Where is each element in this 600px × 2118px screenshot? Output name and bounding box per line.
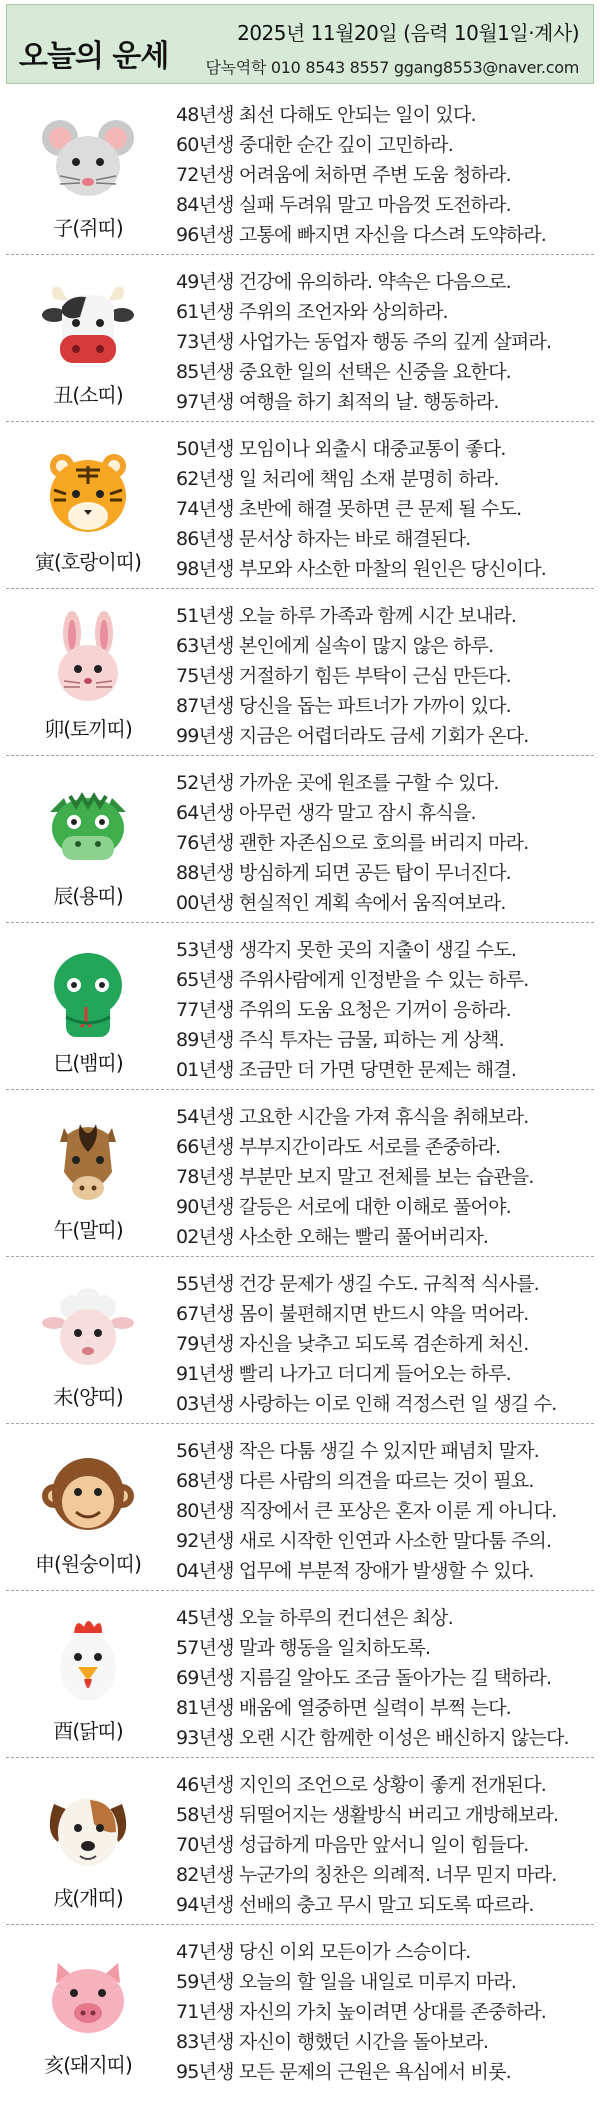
- fortune-line: 99년생 지금은 어렵더라도 금세 기회가 온다.: [176, 725, 529, 747]
- fortune-line: 51년생 오늘 하루 가족과 함께 시간 보내라.: [176, 605, 517, 627]
- rat-icon: [16, 110, 160, 206]
- header-date: 2025년 11월20일 (음력 10월1일·계사): [237, 21, 579, 45]
- fortune-line: 71년생 자신의 가치 높이려면 상대를 존중하라.: [176, 2001, 546, 2023]
- fortune-line: 92년생 새로 시작한 인연과 사소한 말다툼 주의.: [176, 1530, 552, 1552]
- sign-name: 子(쥐띠): [53, 216, 123, 240]
- fortune-line: 70년생 성급하게 마음만 앞서니 일이 힘들다.: [176, 1834, 529, 1856]
- fortune-lines: [176, 935, 528, 1085]
- fortune-line: 65년생 주위사람에게 인정받을 수 있는 하루.: [176, 969, 529, 991]
- fortune-line: 72년생 어려움에 처하면 주변 도움 청하라.: [176, 164, 511, 186]
- fortune-lines: [176, 1102, 534, 1252]
- fortune-lines: [176, 1937, 546, 2087]
- fortune-line: 03년생 사랑하는 이로 인해 걱정스런 일 생길 수.: [176, 1393, 557, 1415]
- fortune-line: 46년생 지인의 조언으로 상황이 좋게 전개된다.: [176, 1774, 546, 1796]
- fortune-line: 91년생 빨리 나가고 더디게 들어오는 하루.: [176, 1363, 511, 1385]
- rooster-icon: [16, 1613, 160, 1709]
- fortune-line: 55년생 건강 문제가 생길 수도. 규칙적 식사를.: [176, 1273, 539, 1295]
- fortune-list: [6, 88, 594, 2092]
- fortune-line: 81년생 배움에 열중하면 실력이 부쩍 는다.: [176, 1697, 511, 1719]
- fortune-line: 61년생 주위의 조언자와 상의하라.: [176, 301, 448, 323]
- rabbit-icon: [16, 611, 160, 707]
- fortune-line: 75년생 거절하기 힘든 부탁이 근심 만든다.: [176, 665, 511, 687]
- sign-row-rooster: [6, 1591, 594, 1758]
- fortune-lines: [176, 1603, 569, 1753]
- fortune-line: 90년생 갈등은 서로에 대한 이해로 풀어야.: [176, 1196, 511, 1218]
- monkey-icon: [16, 1446, 160, 1542]
- fortune-line: 69년생 지름길 알아도 조금 돌아가는 길 택하라.: [176, 1667, 552, 1689]
- sign-row-horse: [6, 1090, 594, 1257]
- fortune-line: 54년생 고요한 시간을 가져 휴식을 취해보라.: [176, 1106, 529, 1128]
- fortune-line: 53년생 생각지 못한 곳의 지출이 생길 수도.: [176, 939, 517, 961]
- dog-icon: [16, 1780, 160, 1876]
- fortune-line: 62년생 일 처리에 책임 소재 분명히 하라.: [176, 468, 499, 490]
- sign-row-monkey: [6, 1424, 594, 1591]
- sign-name: 酉(닭띠): [53, 1719, 123, 1743]
- sign-name: 卯(토끼띠): [44, 717, 132, 741]
- fortune-lines: [176, 1770, 558, 1920]
- sign-name: 戌(개띠): [53, 1886, 123, 1910]
- fortune-line: 47년생 당신 이외 모든이가 스승이다.: [176, 1941, 471, 1963]
- fortune-line: 52년생 가까운 곳에 원조를 구할 수 있다.: [176, 772, 499, 794]
- sign-name: 辰(용띠): [53, 884, 123, 908]
- fortune-lines: [176, 768, 528, 918]
- sign-row-rat: [6, 88, 594, 255]
- sign-row-ox: [6, 255, 594, 422]
- fortune-line: 49년생 건강에 유의하라. 약속은 다음으로.: [176, 271, 511, 293]
- fortune-line: 93년생 오랜 시간 함께한 이성은 배신하지 않는다.: [176, 1727, 569, 1749]
- sign-row-sheep: [6, 1257, 594, 1424]
- header-contact: 담녹역학 010 8543 8557 ggang8553@naver.com: [205, 58, 579, 77]
- fortune-line: 67년생 몸이 불편해지면 반드시 약을 먹어라.: [176, 1303, 529, 1325]
- fortune-line: 59년생 오늘의 할 일을 내일로 미루지 마라.: [176, 1971, 517, 1993]
- fortune-line: 64년생 아무런 생각 말고 잠시 휴식을.: [176, 802, 476, 824]
- fortune-line: 95년생 모든 문제의 근원은 욕심에서 비롯.: [176, 2061, 511, 2083]
- fortune-line: 66년생 부부지간이라도 서로를 존중하라.: [176, 1136, 501, 1158]
- fortune-line: 83년생 자신이 행했던 시간을 돌아보라.: [176, 2031, 489, 2053]
- fortune-lines: [176, 100, 546, 250]
- fortune-lines: [176, 1436, 556, 1586]
- fortune-line: 74년생 초반에 해결 못하면 큰 문제 될 수도.: [176, 498, 522, 520]
- page-title: 오늘의 운세: [19, 39, 169, 74]
- fortune-line: 02년생 사소한 오해는 빨리 풀어버리자.: [176, 1226, 489, 1248]
- fortune-lines: [176, 1269, 556, 1419]
- sign-name: 巳(뱀띠): [53, 1051, 123, 1075]
- fortune-line: 73년생 사업가는 동업자 행동 주의 깊게 살펴라.: [176, 331, 552, 353]
- fortune-line: 50년생 모임이나 외출시 대중교통이 좋다.: [176, 438, 506, 460]
- fortune-line: 63년생 본인에게 실속이 많지 않은 하루.: [176, 635, 494, 657]
- fortune-line: 76년생 괜한 자존심으로 호의를 버리지 마라.: [176, 832, 529, 854]
- fortune-line: 82년생 누군가의 칭찬은 의례적. 너무 믿지 마라.: [176, 1864, 557, 1886]
- fortune-lines: [176, 434, 546, 584]
- horse-icon: [16, 1112, 160, 1208]
- fortune-line: 68년생 다른 사람의 의견을 따르는 것이 필요.: [176, 1470, 534, 1492]
- sign-name: 申(원숭이띠): [35, 1552, 141, 1576]
- fortune-line: 78년생 부분만 보지 말고 전체를 보는 습관을.: [176, 1166, 534, 1188]
- fortune-line: 98년생 부모와 사소한 마찰의 원인은 당신이다.: [176, 558, 546, 580]
- fortune-line: 85년생 중요한 일의 선택은 신중을 요한다.: [176, 361, 511, 383]
- fortune-line: 94년생 선배의 충고 무시 말고 되도록 따르라.: [176, 1894, 534, 1916]
- fortune-line: 97년생 여행을 하기 최적의 날. 행동하라.: [176, 391, 499, 413]
- sign-name: 寅(호랑이띠): [35, 550, 141, 574]
- fortune-line: 96년생 고통에 빠지면 자신을 다스려 도약하라.: [176, 224, 546, 246]
- fortune-line: 04년생 업무에 부분적 장애가 발생할 수 있다.: [176, 1560, 534, 1582]
- sign-row-snake: [6, 923, 594, 1090]
- fortune-line: 60년생 중대한 순간 깊이 고민하라.: [176, 134, 453, 156]
- pig-icon: [16, 1947, 160, 2043]
- fortune-line: 86년생 문서상 하자는 바로 해결된다.: [176, 528, 471, 550]
- fortune-line: 88년생 방심하게 되면 공든 탑이 무너진다.: [176, 862, 511, 884]
- fortune-line: 80년생 직장에서 큰 포상은 혼자 이룬 게 아니다.: [176, 1500, 557, 1522]
- snake-icon: [16, 945, 160, 1041]
- sheep-icon: [16, 1279, 160, 1375]
- fortune-line: 89년생 주식 투자는 금물, 피하는 게 상책.: [176, 1029, 504, 1051]
- sign-name: 丑(소띠): [53, 383, 123, 407]
- sign-row-rabbit: [6, 589, 594, 756]
- fortune-line: 57년생 말과 행동을 일치하도록.: [176, 1637, 431, 1659]
- fortune-line: 58년생 뒤떨어지는 생활방식 버리고 개방해보라.: [176, 1804, 559, 1826]
- fortune-line: 56년생 작은 다툼 생길 수 있지만 패념치 말자.: [176, 1440, 539, 1462]
- sign-row-dragon: [6, 756, 594, 923]
- fortune-line: 79년생 자신을 낮추고 되도록 겸손하게 처신.: [176, 1333, 529, 1355]
- fortune-line: 77년생 주위의 도움 요청은 기꺼이 응하라.: [176, 999, 511, 1021]
- sign-name: 午(말띠): [53, 1218, 123, 1242]
- sign-row-dog: [6, 1758, 594, 1925]
- fortune-line: 87년생 당신을 돕는 파트너가 가까이 있다.: [176, 695, 511, 717]
- header-banner: [6, 4, 594, 84]
- ox-icon: [16, 277, 160, 373]
- fortune-lines: [176, 601, 528, 751]
- fortune-lines: [176, 267, 551, 417]
- sign-row-tiger: [6, 422, 594, 589]
- fortune-line: 48년생 최선 다해도 안되는 일이 있다.: [176, 104, 476, 126]
- dragon-icon: [16, 778, 160, 874]
- fortune-line: 84년생 실패 두려워 말고 마음껏 도전하라.: [176, 194, 511, 216]
- sign-name: 未(양띠): [53, 1385, 123, 1409]
- sign-row-pig: [6, 1925, 594, 2092]
- fortune-line: 00년생 현실적인 계획 속에서 움직여보라.: [176, 892, 506, 914]
- tiger-icon: [16, 444, 160, 540]
- fortune-line: 45년생 오늘 하루의 컨디션은 최상.: [176, 1607, 453, 1629]
- fortune-line: 01년생 조금만 더 가면 당면한 문제는 해결.: [176, 1059, 517, 1081]
- sign-name: 亥(돼지띠): [44, 2053, 132, 2077]
